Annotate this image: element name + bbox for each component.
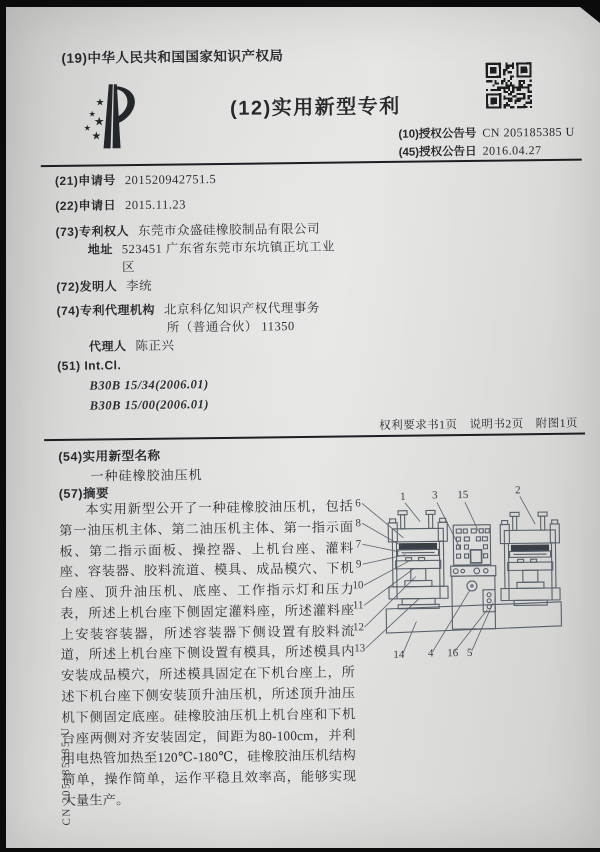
- agency-cont-row: [167, 316, 295, 336]
- svg-text:4: 4: [428, 647, 434, 659]
- intcl-1-value: B30B 15/34(2006.01): [89, 377, 208, 392]
- svg-text:5: 5: [467, 647, 473, 659]
- svg-text:10: 10: [352, 579, 364, 591]
- sipo-logo-icon: [72, 79, 153, 154]
- intcl-class-1: [89, 377, 208, 393]
- svg-text:★: ★: [84, 124, 91, 133]
- title-section-label: [58, 446, 160, 465]
- header-divider: [41, 159, 582, 168]
- intcl-class-2: [90, 397, 209, 413]
- svg-text:9: 9: [356, 558, 362, 570]
- figure-left-press: [388, 510, 448, 609]
- body-divider: [44, 433, 585, 442]
- app-date-value: 2015.11.23: [125, 197, 186, 212]
- address-cont-value: 区: [122, 260, 135, 274]
- patent-page: [6, 7, 600, 848]
- figure-right-press: [500, 512, 560, 606]
- svg-text:★: ★: [91, 130, 101, 142]
- patentee-label: (73)专利权人: [56, 224, 130, 239]
- pub-number-label: (10)授权公告号: [398, 128, 476, 141]
- pub-date-label: (45)授权公告日: [399, 146, 477, 159]
- publication-date-row: [399, 142, 542, 160]
- intcl-label: (51) Int.Cl.: [57, 358, 121, 373]
- svg-text:6: 6: [355, 497, 361, 509]
- patentee-value: 东莞市众盛硅橡胶制品有限公司: [138, 222, 320, 238]
- address-cont-row: [122, 257, 135, 275]
- svg-text:15: 15: [457, 489, 469, 501]
- issuing-office: (19)中华人民共和国国家知识产权局: [61, 44, 283, 67]
- agency-value: 北京科亿知识产权代理事务: [164, 301, 320, 317]
- svg-text:12: 12: [353, 621, 364, 633]
- intcl-2-value: B30B 15/00(2006.01): [90, 397, 209, 412]
- app-no-value: 201520942751.5: [125, 172, 217, 187]
- pages-info: 权利要求书1页 说明书2页 附图1页: [379, 415, 578, 433]
- pub-date-value: 2016.04.27: [483, 143, 542, 158]
- address-label: 地址: [88, 242, 113, 256]
- svg-text:★: ★: [94, 114, 105, 128]
- agent-value: 陈正兴: [135, 339, 174, 353]
- page-content: [1, 3, 600, 851]
- svg-text:14: 14: [393, 649, 405, 661]
- inventor-label: (72)发明人: [56, 279, 117, 294]
- svg-text:★: ★: [95, 97, 104, 108]
- svg-text:★: ★: [89, 110, 96, 119]
- svg-text:8: 8: [355, 517, 361, 529]
- app-no-label: (21)申请号: [55, 173, 116, 188]
- application-date-row: [55, 195, 186, 214]
- inventor-value: 李统: [126, 279, 152, 293]
- figure-labels: [351, 484, 522, 661]
- name-label: (54)实用新型名称: [58, 449, 160, 464]
- svg-text:3: 3: [432, 489, 438, 501]
- abstract-label: (57)摘要: [59, 486, 109, 501]
- agent-row: [89, 336, 175, 355]
- agent-label: 代理人: [89, 339, 127, 353]
- figure-drawing: [343, 479, 600, 706]
- svg-text:2: 2: [515, 484, 521, 496]
- svg-text:13: 13: [354, 642, 366, 654]
- figure-control-console: [450, 525, 496, 630]
- svg-text:11: 11: [353, 599, 364, 611]
- publication-number-row: [398, 124, 574, 142]
- address-value: 523451 广东省东莞市东坑镇正坑工业: [122, 240, 335, 257]
- svg-text:1: 1: [400, 491, 406, 503]
- invention-title: 一种硅橡胶油压机: [90, 464, 202, 484]
- agency-cont-value: 所（普通合伙） 11350: [167, 319, 295, 335]
- qr-code: [486, 62, 533, 109]
- svg-text:16: 16: [447, 647, 459, 659]
- inventor-row: [56, 276, 152, 295]
- side-document-code: CN 205185385 U: [60, 726, 73, 825]
- document-type-title: (12)实用新型专利: [230, 90, 401, 121]
- abstract-text: 本实用新型公开了一种硅橡胶油压机，包括第一油压机主体、第二油压机主体、第一指示面板、第二指示面板、操控器、上机台座、灌料座、容装器、胶料流道、模具、成品模穴、下机台座、顶升油压机、底座、工作指示灯和压力表，所述上机台座下侧固定灌料座，所述灌料座上安装容装器，所述容装器下侧设置有胶料流道，所述上机台座下侧设置有模具，所述模具内安装成品模穴，所述模具固定在下机台座上，所述下机台座下侧安装顶升油压机，所述顶升油压机下侧固定底座。硅橡胶油压机上机台座和下机台座两侧对齐安装固定，间距为80-100cm，并利用电热管加热至120℃-180℃，硅橡胶油压机结构简单，操作简单，运作平稳且效率高，能够实现大量生产。: [59, 496, 357, 811]
- photo-corner-shadow: [580, 7, 600, 23]
- address-row: [88, 237, 335, 258]
- agency-label: (74)专利代理机构: [56, 303, 155, 318]
- svg-text:7: 7: [356, 538, 362, 550]
- patent-figure: [343, 479, 600, 706]
- application-number-row: [55, 170, 216, 189]
- pub-number-value: CN 205185385 U: [482, 125, 575, 140]
- app-date-label: (22)申请日: [55, 198, 116, 213]
- intcl-row: [57, 358, 121, 374]
